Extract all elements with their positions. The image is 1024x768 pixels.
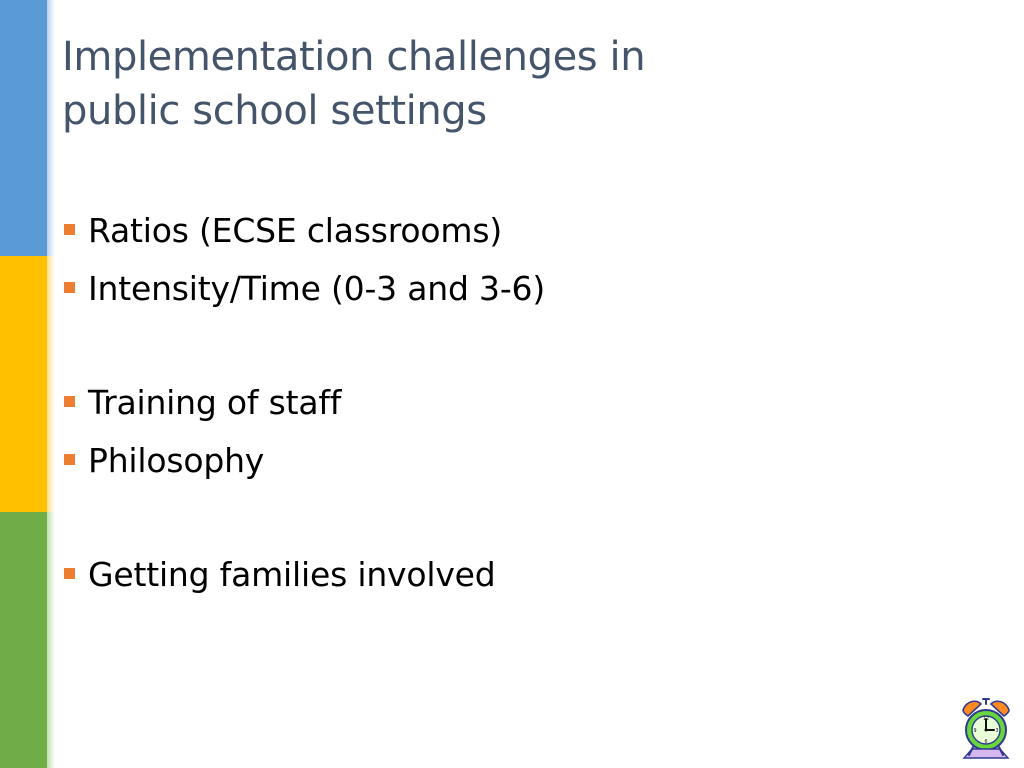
sidebar-edge-blue — [47, 0, 55, 256]
square-bullet-icon — [64, 568, 75, 579]
slide-title-line-1: Implementation challenges in — [62, 34, 646, 80]
alarm-clock-feet — [964, 747, 1008, 758]
clock-number-9: 9 — [973, 729, 977, 734]
bullet-text: Getting families involved — [88, 555, 496, 594]
clock-number-6: 6 — [984, 740, 988, 745]
clock-number-3: 3 — [995, 729, 999, 734]
sidebar-band-blue — [0, 0, 47, 256]
sidebar-edge-yellow — [47, 256, 55, 512]
sidebar-band-green — [0, 512, 47, 768]
bullet-text: Philosophy — [88, 441, 265, 480]
slide-title — [62, 30, 822, 138]
square-bullet-icon — [64, 454, 75, 465]
square-bullet-icon — [64, 396, 75, 407]
slide-title-line-2: public school settings — [62, 88, 487, 134]
alarm-clock-icon — [958, 696, 1014, 762]
bullet-text: Training of staff — [88, 383, 342, 422]
sidebar-edge-green — [47, 512, 55, 768]
sidebar-band-yellow — [0, 256, 47, 512]
bullet-text: Intensity/Time (0-3 and 3-6) — [88, 269, 546, 308]
bullet-text: Ratios (ECSE classrooms) — [88, 211, 503, 250]
square-bullet-icon — [64, 224, 75, 235]
sidebar-color-bands — [0, 0, 47, 768]
clock-number-12: 12 — [982, 717, 990, 722]
square-bullet-icon — [64, 282, 75, 293]
